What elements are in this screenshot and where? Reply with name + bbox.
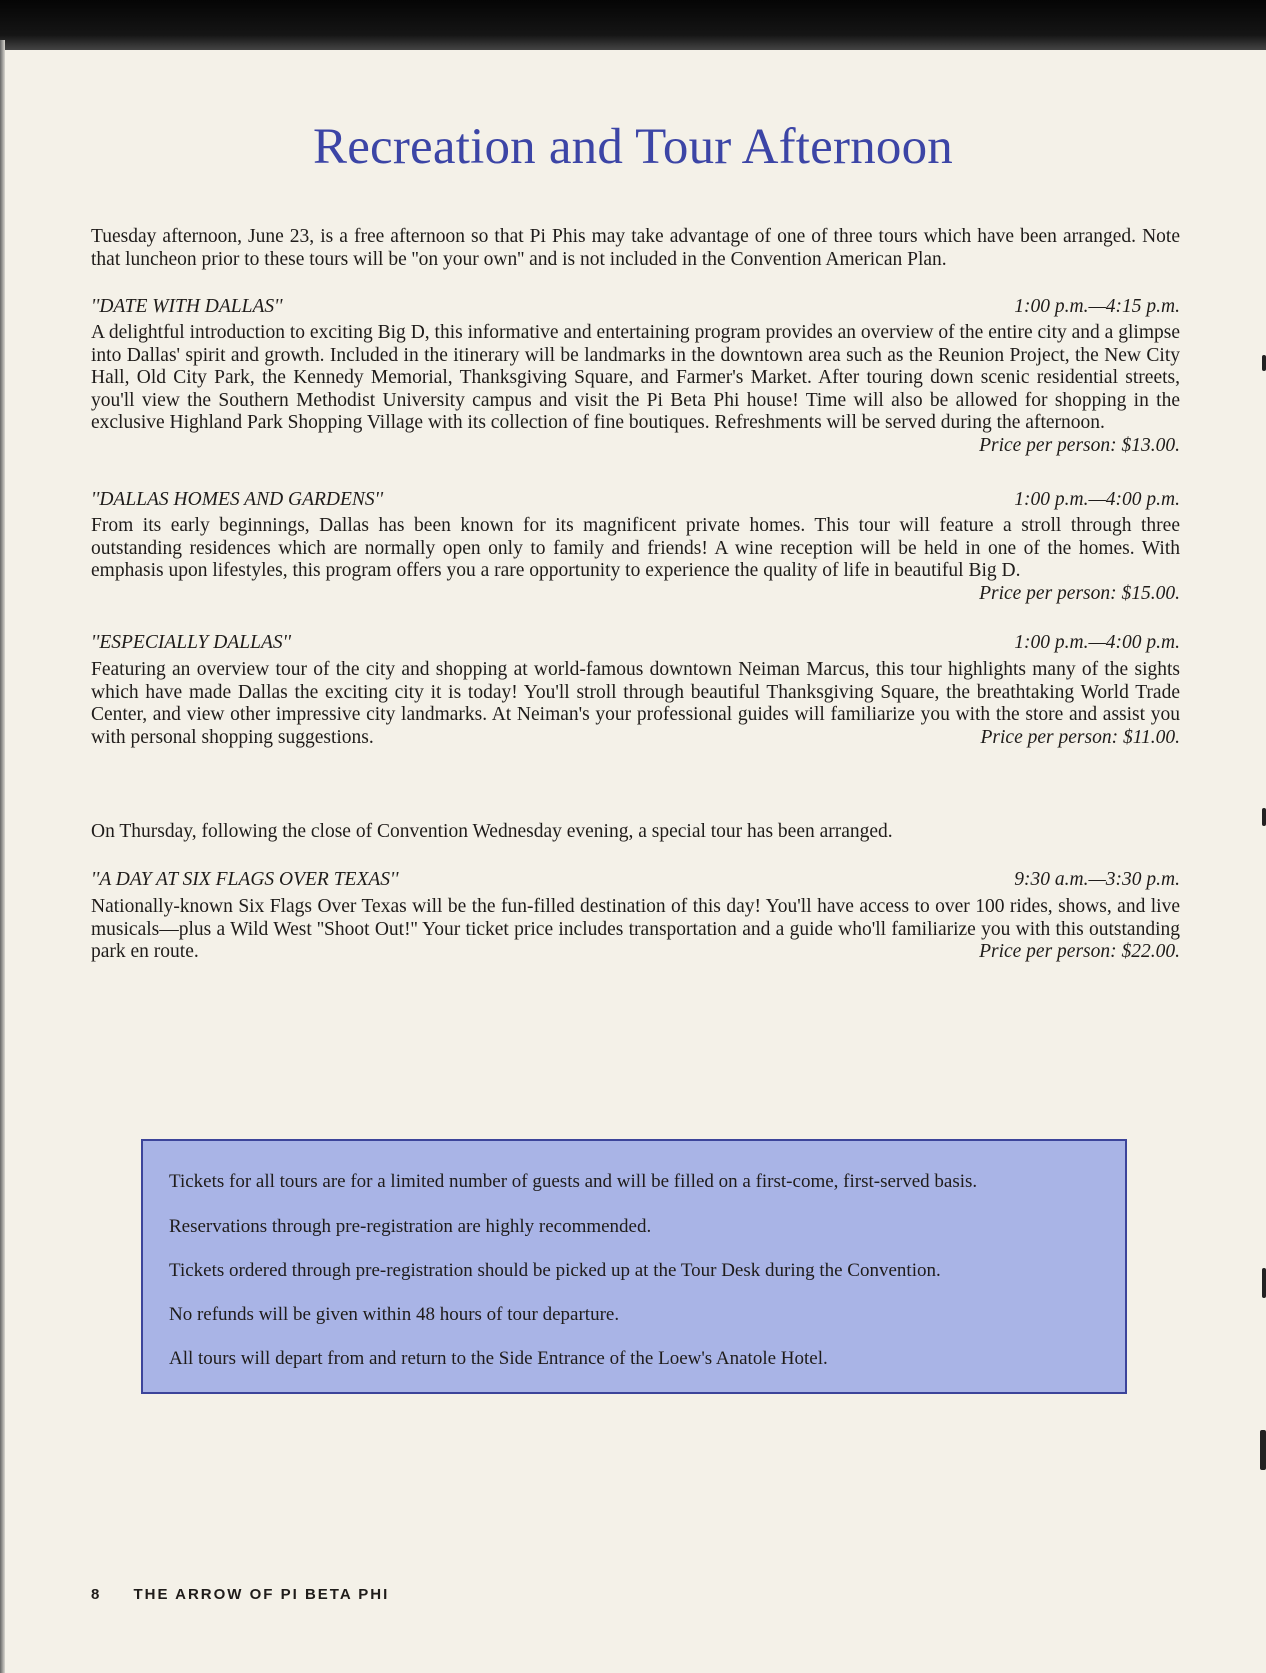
publication-name: THE ARROW OF PI BETA PHI xyxy=(133,1586,390,1603)
tour-description-text: From its early beginnings, Dallas has been known for its magnificent private homes. This tour will feature a stroll through three outstanding residences which are normally open only to family and friends! A wine reception will be held in one of the homes. With emphasis upon lifestyles, this program offers you a rare opportunity to experience the quality of life in beautiful Big D. xyxy=(91,515,1180,581)
ticket-notice-box xyxy=(141,1139,1127,1394)
tour-time: 9:30 a.m.—3:30 p.m. xyxy=(1014,869,1180,890)
tour-price: Price per person: $13.00. xyxy=(979,434,1180,456)
tour-time: 1:00 p.m.—4:00 p.m. xyxy=(1014,632,1180,653)
scan-edge-mark xyxy=(1262,355,1266,371)
notice-item: Tickets ordered through pre-registration should be picked up at the Tour Desk during the Convention. xyxy=(169,1260,941,1281)
scan-edge-mark xyxy=(1262,1268,1266,1298)
notice-item: All tours will depart from and return to the Side Entrance of the Loew's Anatole Hotel. xyxy=(169,1348,828,1369)
tour-time: 1:00 p.m.—4:15 p.m. xyxy=(1014,296,1180,317)
page-title: Recreation and Tour Afternoon xyxy=(312,119,953,175)
tour-name: ''DATE WITH DALLAS'' xyxy=(91,296,283,317)
scan-edge-mark xyxy=(1262,808,1266,826)
tour-header-dallas-homes-and-gardens xyxy=(91,488,1180,512)
thursday-intro: On Thursday, following the close of Convention Wednesday evening, a special tour has been arranged. xyxy=(91,821,893,842)
tour-description-text: A delightful introduction to exciting Big D, this informative and entertaining program provides an overview of the entire city and a glimpse into Dallas' spirit and growth. Included in the itinerary will be landmarks in the downtown area such as the Reunion Project, the New City Hall, Old City Park, the Kennedy Memorial, Thanksgiving Square, and Farmer's Market. After touring down scenic residential streets, you'll view the Southern Methodist University campus and visit the Pi Beta Phi house! Time will also be allowed for shopping in the exclusive Highland Park Shopping Village with its collection of fine boutiques. Refreshments will be served during the afternoon. xyxy=(91,322,1180,433)
tour-name: ''A DAY AT SIX FLAGS OVER TEXAS'' xyxy=(91,869,399,890)
tour-price: Price per person: $22.00. xyxy=(979,941,1180,962)
notice-item: Tickets for all tours are for a limited number of guests and will be filled on a first-come, first-served basis. xyxy=(169,1171,978,1192)
tour-description-six-flags xyxy=(91,896,1180,964)
tour-description-dallas-homes-and-gardens xyxy=(91,515,1180,605)
tour-header-especially-dallas xyxy=(91,631,1180,655)
tour-description-text: Nationally-known Six Flags Over Texas will be the fun-filled destination of this day! You'll have access to over 100 rides, shows, and live musicals—plus a Wild West ''Shoot Out!'' Your ticket price includes transportation and a guide who'll familiarize you with this outstanding park en route. xyxy=(91,896,1180,962)
page-number: 8 xyxy=(91,1586,102,1603)
notice-item: No refunds will be given within 48 hours of tour departure. xyxy=(169,1304,620,1325)
tour-price: Price per person: $15.00. xyxy=(979,582,1180,604)
tour-price: Price per person: $11.00. xyxy=(980,726,1180,748)
tour-name: ''DALLAS HOMES AND GARDENS'' xyxy=(91,489,384,510)
page-footer xyxy=(91,1586,389,1603)
tour-name: ''ESPECIALLY DALLAS'' xyxy=(91,632,291,653)
notice-item: Reservations through pre-registration are highly recommended. xyxy=(169,1216,652,1237)
scan-edge-mark xyxy=(1260,1430,1266,1470)
intro-paragraph: Tuesday afternoon, June 23, is a free afternoon so that Pi Phis may take advantage of one of three tours which have been arranged. Note that luncheon prior to these tours will be ''on your own'' and is not included in the Convention American Plan. xyxy=(91,226,1180,270)
tour-description-date-with-dallas xyxy=(91,322,1180,457)
tour-time: 1:00 p.m.—4:00 p.m. xyxy=(1014,489,1180,510)
tour-description-text: Featuring an overview tour of the city and shopping at world-famous downtown Neiman Marcus, this tour highlights many of the sights which have made Dallas the exciting city it is today! You'll stroll through beautiful Thanksgiving Square, the breathtaking World Trade Center, and view other impressive city landmarks. At Neiman's your professional guides will familiarize you with the store and assist you with personal shopping suggestions. xyxy=(91,659,1180,748)
tour-header-six-flags xyxy=(91,868,1180,892)
tour-header-date-with-dallas xyxy=(91,295,1180,319)
tour-description-especially-dallas xyxy=(91,659,1180,749)
